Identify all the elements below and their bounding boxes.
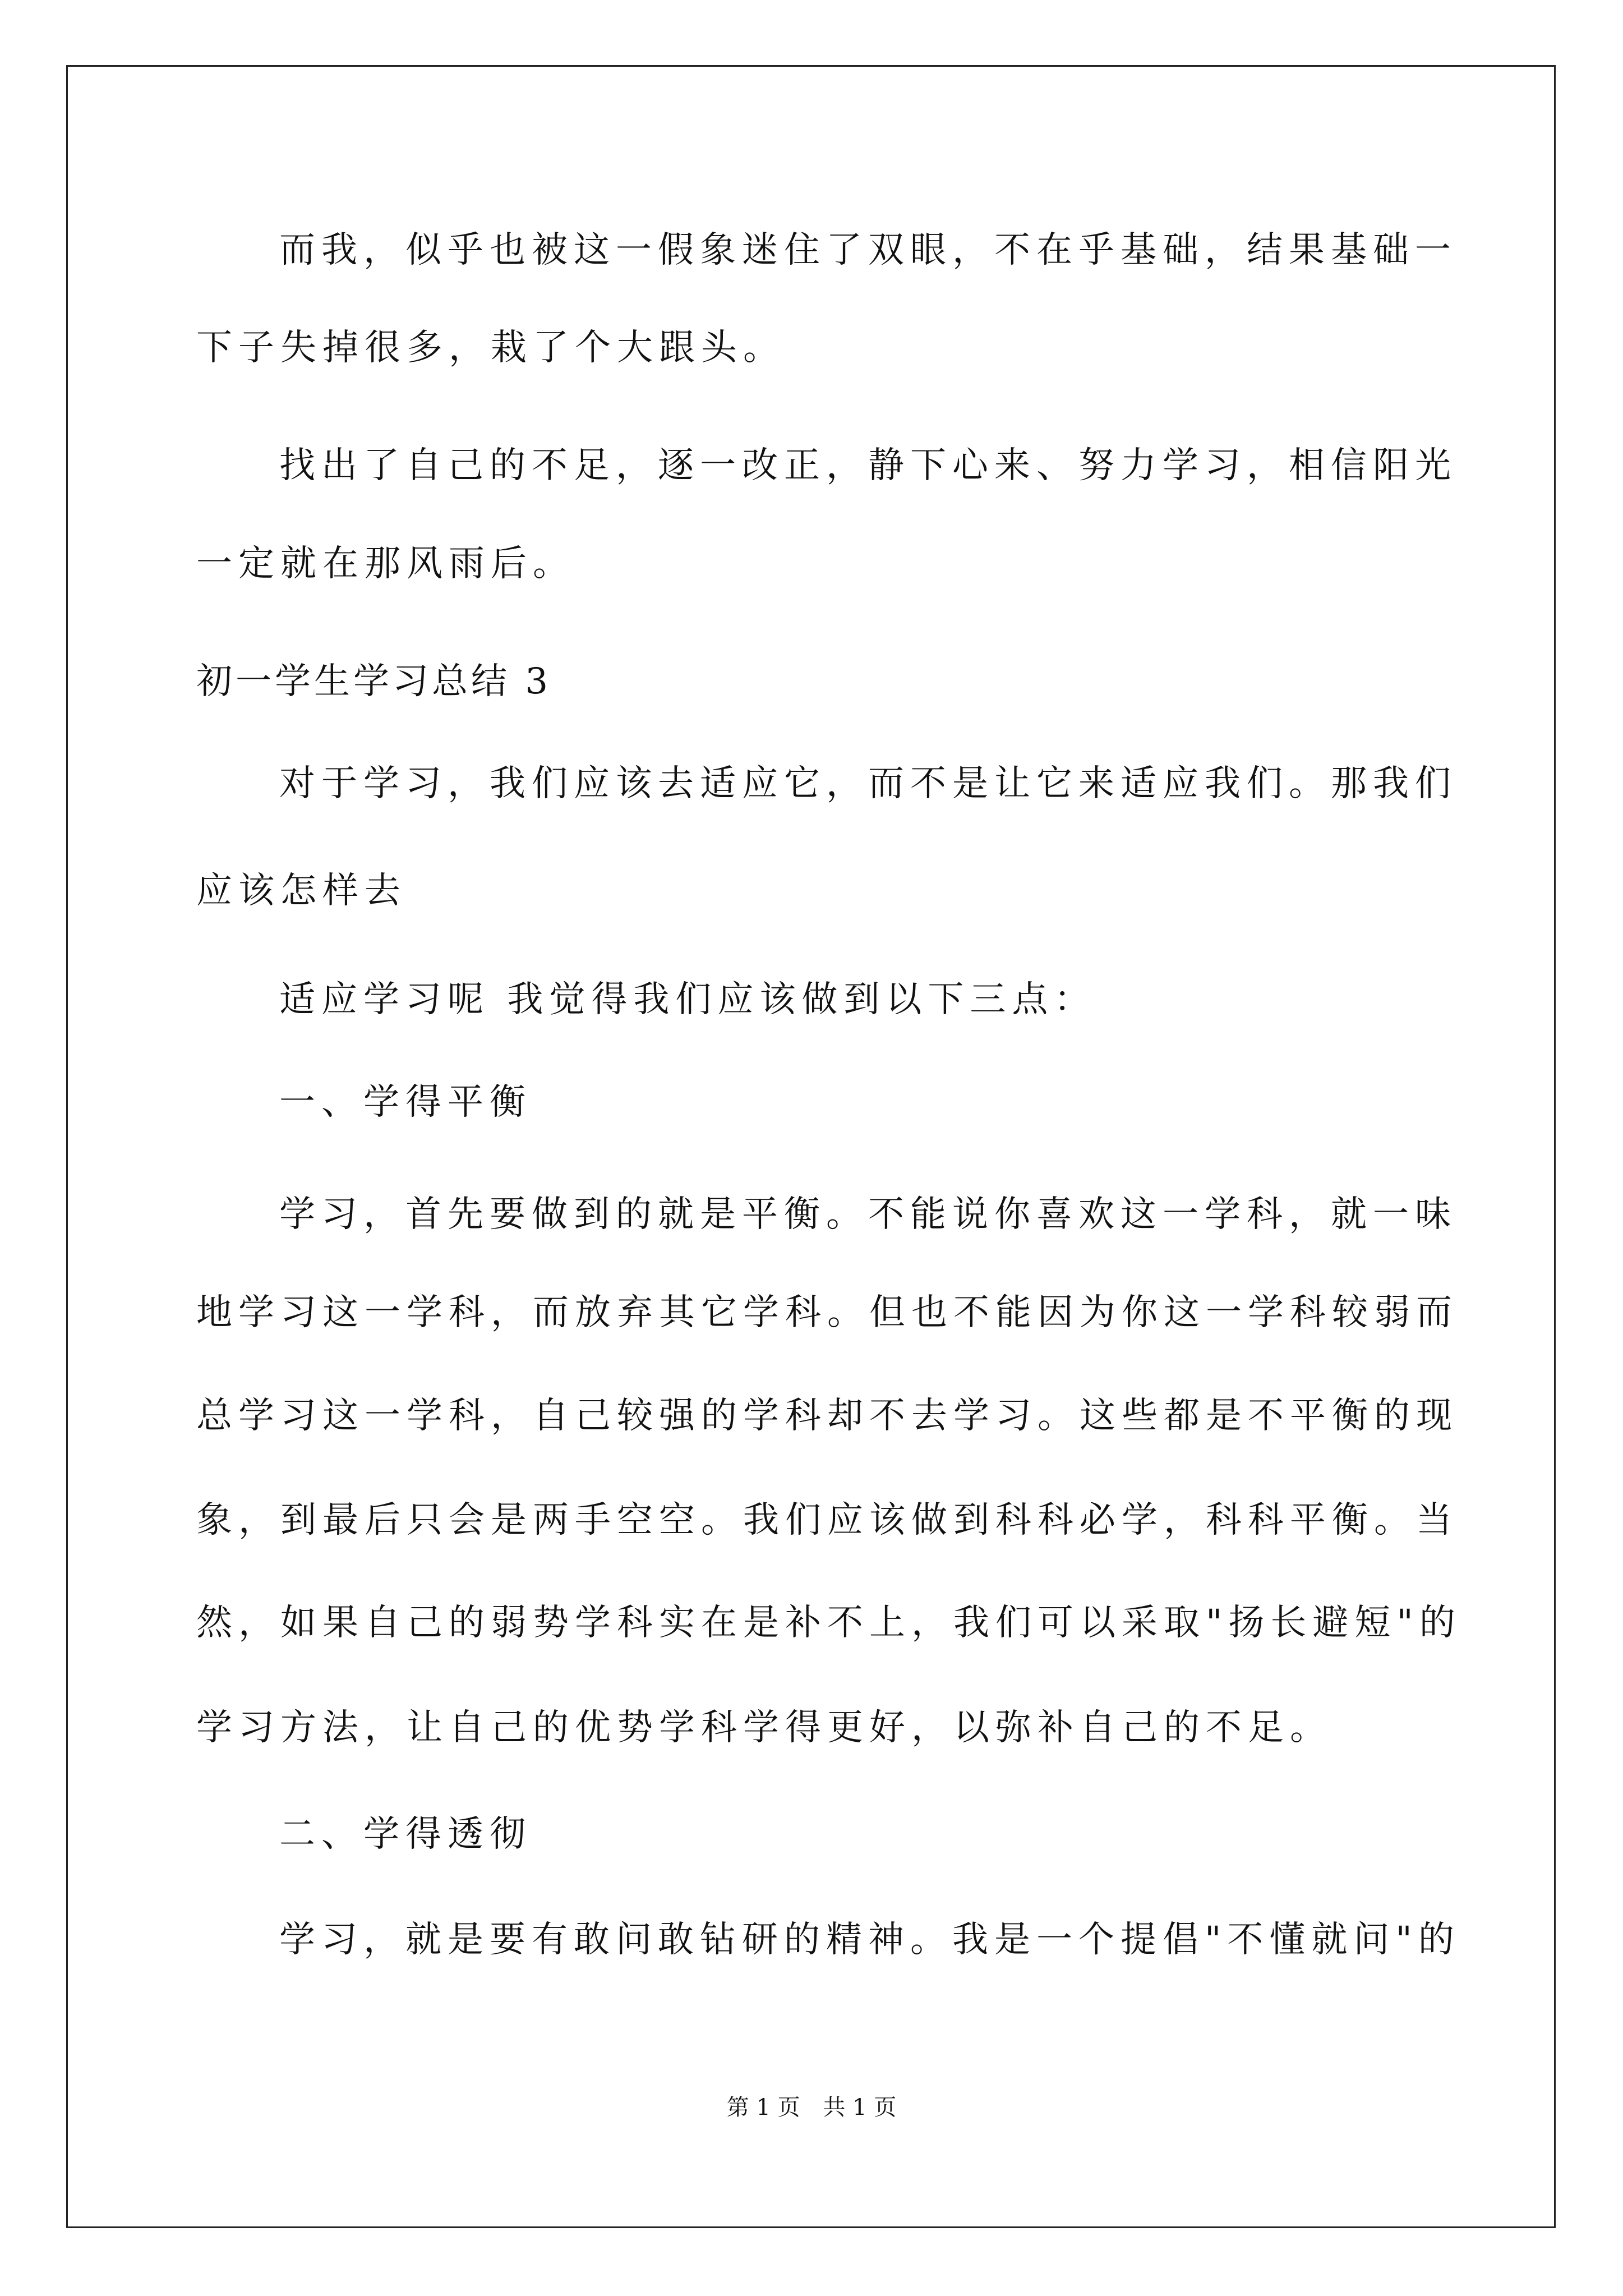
page-footer	[0, 2093, 1623, 2122]
page-number: 第 1 页	[726, 2095, 800, 2120]
subheading: 二、学得透彻	[279, 1814, 532, 1855]
paragraph-line: 对于学习，我们应该去适应它，而不是让它来适应我们。那我们	[279, 763, 1457, 804]
paragraph-line: 学习，首先要做到的就是平衡。不能说你喜欢这一学科，就一味	[279, 1194, 1457, 1235]
subheading: 一、学得平衡	[279, 1082, 532, 1123]
paragraph-line: 学习，就是要有敢问敢钻研的精神。我是一个提倡"不懂就问"的	[279, 1919, 1460, 1961]
paragraph-line: 总学习这一学科，自己较强的学科却不去学习。这些都是不平衡的现	[196, 1395, 1458, 1437]
paragraph-line: 而我，似乎也被这一假象迷住了双眼，不在乎基础，结果基础一	[279, 229, 1457, 271]
paragraph-line: 适应学习呢 我觉得我们应该做到以下三点：	[279, 979, 1096, 1020]
paragraph-line: 象，到最后只会是两手空空。我们应该做到科科必学，科科平衡。当	[196, 1499, 1458, 1541]
paragraph-line: 应该怎样去	[196, 870, 407, 912]
page-border	[66, 65, 1556, 2228]
page-total: 共 1 页	[823, 2095, 897, 2120]
paragraph-line: 下子失掉很多，栽了个大跟头。	[196, 327, 785, 369]
section-heading: 初一学生学习总结 3	[196, 661, 552, 702]
paragraph-line: 然，如果自己的弱势学科实在是补不上，我们可以采取"扬长避短"的	[196, 1602, 1461, 1644]
paragraph-line: 找出了自己的不足，逐一改正，静下心来、努力学习，相信阳光	[279, 445, 1457, 486]
paragraph-line: 学习方法，让自己的优势学科学得更好，以弥补自己的不足。	[196, 1707, 1332, 1749]
paragraph-line: 一定就在那风雨后。	[196, 543, 575, 585]
paragraph-line: 地学习这一学科，而放弃其它学科。但也不能因为你这一学科较弱而	[196, 1292, 1458, 1333]
